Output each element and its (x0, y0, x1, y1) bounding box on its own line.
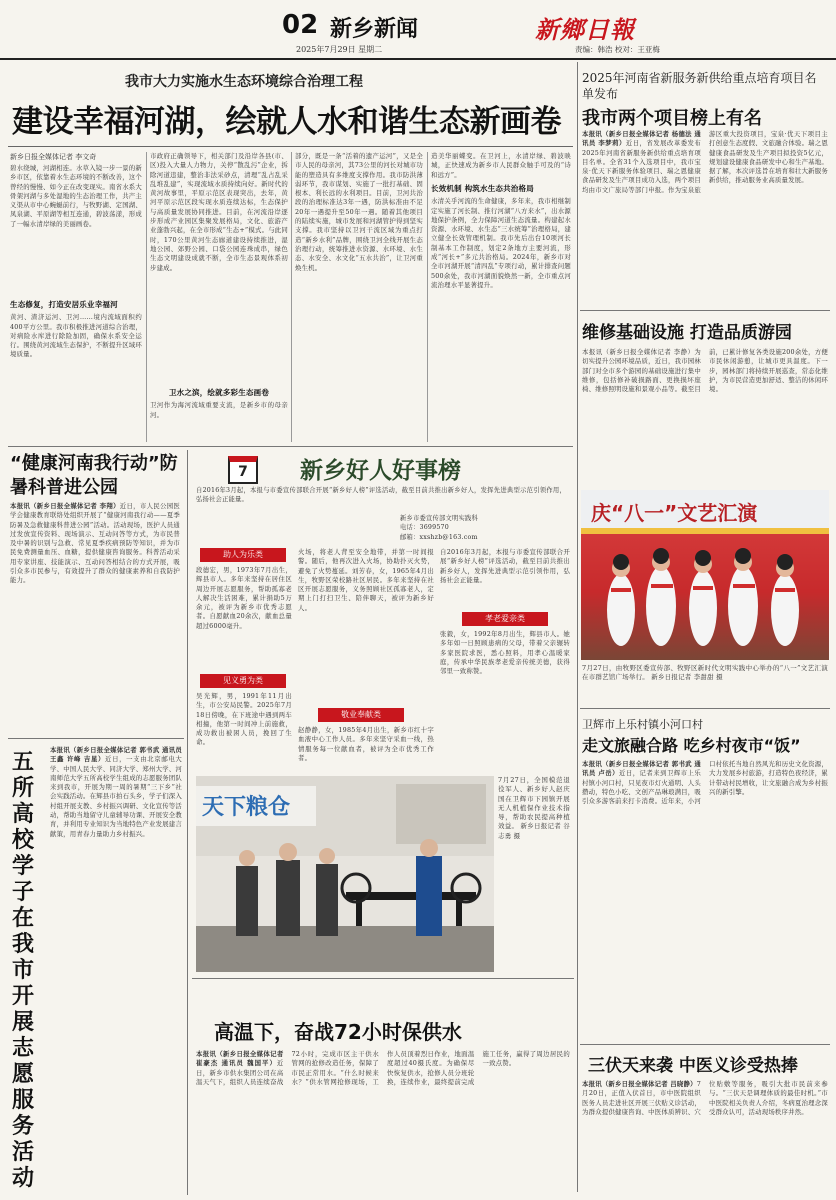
lead-col2-subhead: 卫水之滨，绘就多彩生态画卷 (168, 388, 270, 397)
school-headline: 五所高校学子在我市开展志愿服务活动 (12, 750, 35, 1191)
volunteer-text: 近日，市人民公园医学会健康教育联络处组织开展了“健康河南我行动——夏季防暑及急救健康科普进公园”活动。活动现场，医护人员通过发放宣传资料、现场演示、互动问答等方式，为市民普及中暑的识别与急救、常见夏季疾病预防等知识，并为市民免费测量血压、血糖，提供健康咨询服务。科普活动采用专家讲座、技能演示、互动问答相结合的方式开展，吸引众多市民参与，有效提升了群众的健康素养和自我防护能力。 (10, 502, 180, 585)
brave-text: 吴光辉，男，1991年11月出生，市公安局民警。2025年7月18日傍晚，在下班途中遇到两车相撞，他第一时间冲上前施救，成功救出被困人员，挽回了生命。 (196, 692, 292, 747)
lead-col2b-text: 卫河作为海河流域重要支流，是新乡市的母亲河。 (150, 401, 288, 419)
volunteer-body (10, 502, 180, 734)
haoren-headline: 新乡好人好事榜 (300, 458, 461, 484)
infra-headline: 维修基础设施 打造品质游园 (582, 323, 792, 343)
header-divider (0, 58, 836, 60)
right-column-rule (577, 62, 578, 1192)
lead-bottom-rule (8, 446, 573, 447)
lead-divider (8, 146, 573, 147)
haoren-calendar-icon: 7 (228, 456, 258, 484)
lead-column-4 (431, 152, 571, 442)
col-rule (291, 152, 292, 442)
drone-photo (196, 776, 494, 972)
lead-col4-subhead: 长效机制 构筑水生态共治格局 (431, 184, 534, 193)
svg-text:天下粮仓: 天下粮仓 (202, 795, 291, 820)
section-title-helping: 助人为乐类 (200, 548, 286, 562)
infra-body: 本报讯（新乡日报全媒体记者 李静）为切实提升公园环境品质，近日，我市园林部门对全市多个游园的基础设施进行集中维修，包括修补破损路面、更换损坏座椅、维修照明设施和景观小品等。截至目前，已累计修复各类设施200余处，方便市民休闲游憩，让城市更具温度。下一步，园林部门将持续开展巡查，常态化维护，为市民营造更加舒适、整洁的休闲环境。 (582, 348, 828, 394)
tcm-body (582, 1080, 828, 1194)
page-number: 02 (282, 10, 319, 40)
heat-byline: 本报讯（新乡日报全媒体记者 崔豪杰 通讯员 魏国平） (196, 1050, 284, 1068)
lead-kicker: 我市大力实施水生态环境综合治理工程 (125, 74, 363, 90)
drone-illustration (196, 776, 494, 972)
tcm-headline: 三伏天来袭 中医义诊受热捧 (588, 1056, 798, 1076)
nightmarket-body (582, 760, 828, 1040)
performance-caption: 7月27日，由牧野区委宣传部、牧野区新时代文明实践中心举办的“八一”文艺汇演在市群艺馆广场举行。 新乡日报记者 李甜甜 摄 (582, 664, 828, 682)
tcm-byline: 本报讯（新乡日报全媒体记者 吕晓静） (582, 1080, 697, 1088)
heat-body (196, 1050, 570, 1194)
lead-col4-text: 造美华丽蝶变。在卫河上，水清岸绿、碧波映城，正快速成为新乡市人民群众触手可及的“诗和远方”。 (431, 152, 571, 179)
col-rule (427, 152, 428, 442)
lead-column-3: 部分，既是一条“活着的遗产运河”，又是全市人民的母亲河，其73公里的河长对城市功能的塑造具有多维度支撑作用。我市防洪薄弱环节，我市谋划、实施了一批打基础、固根本、利长远的水利项目。目前，卫河共治段的治理标准达3年一遇，防洪标准由不足20年一遇提升至50年一遇。随着其他项目的陆续实施，城市发展和河湖管护得到坚实支撑。我市坚持以卫河干流区域为重点打造“新乡水利”品牌，围绕卫河全线开展生态治理行动，统筹推进水资源、水环境、水生态、水安全、水文化“五水共治”，让卫河重焕生机。 (295, 152, 423, 272)
lead-byline: 新乡日报全媒体记者 李文奇 (10, 153, 97, 161)
nightmarket-byline: 本报讯（新乡日报全媒体记者 郭书武 通讯员 卢岳） (582, 760, 701, 778)
right-top-byline: 本报讯（新乡日报全媒体记者 杨德法 通讯员 李梦莉） (582, 130, 701, 148)
school-byline: 本报讯（新乡日报全媒体记者 郭书武 通讯员 王鑫 许峰 吉星） (50, 746, 182, 764)
contact-phone: 电话：3699570 (400, 524, 449, 532)
volunteer-byline: 本报讯（新乡日报全媒体记者 李翔） (10, 502, 120, 510)
haoren-intro: 自2016年3月起，本报与市委宣传部联合开展“新乡好人榜”评选活动，截至目前共推出新乡好人，发挥先进典型示范引领作用，弘扬社会正能量。 (196, 487, 566, 504)
editor-credits: 责编：韩浩 校对：王亚梅 (575, 45, 660, 54)
lead-column-1 (10, 164, 142, 444)
haoren-contact (400, 514, 566, 542)
haoren-middle-column: 火场，将老人背至安全地带，并第一时间报警。随后，他再次进入火场，协助扑灭火势，避免了火势蔓延。刘芳春，女，1965年4月出生，牧野区荣校路社区居民。多年来坚持在社区开展志愿服务，义务照顾社区孤寡老人，定期上门打扫卫生、陪伴聊天，被评为新乡好人。 (298, 548, 434, 612)
contact-label: 新乡市委宣传部文明实践科 (400, 515, 478, 522)
dedication-text: 赵静静，女，1985年4月出生，新乡市红十字血液中心工作人员。多年来坚守采血一线，热情服务每一位献血者，被评为全市优秀工作者。 (298, 726, 434, 762)
newspaper-logo: 新鄉日報 (535, 15, 635, 44)
right-divider (580, 1044, 830, 1045)
lead-col1b-text: 黄河、渣济运河、卫河……境内流域面积约400平方公里。我市积极推进河道综合治理，对病险水库进行除险加固，确保水系安全运行。围绕黄河流域生态保护，不断提升区域环境质量。 (10, 313, 142, 359)
school-body (50, 746, 182, 1194)
haoren-right-column: 自2016年3月起，本报与市委宣传部联合开展“新乡好人榜”评选活动，截至目前共推出新乡好人，发挥先进典型示范引领作用，弘扬社会正能量。 (440, 548, 570, 584)
tcm-text: 7月20日，正值入伏首日，市中医院组织医务人员走进社区开展三伏贴义诊活动，为群众提供健康咨询、中医体质辨识、穴位贴敷等服务，吸引大批市民前来参与。“三伏天是调理体质的最佳时机。”市中医院相关负责人介绍，冬病夏治理念深受群众认可，活动现场秩序井然。 (582, 1080, 828, 1116)
helping-text: 段德宏，男，1973年7月出生，辉县市人。多年来坚持在居住区周边开展志愿服务，帮助孤寡老人解决生活困难，累计捐助5万余元，被评为新乡市优秀志愿者。自愿献血20余次，献血总量超过6000毫升。 (196, 566, 292, 630)
section-title-dedication: 敬业奉献类 (318, 708, 404, 722)
lead-col1-text: 碧水绕城，河湖相连。水草入镜一步一景的新乡市区，依靠着水生态环境的不断改善，这个曾经的慢慢、如今正在改变现实。南省水系大骨架河湖与多处湿地的生态治理工作，共产主义渠从市中心蜿蜒前行，与牧野湖、定国湖、凤泉湖、平原湖等相互连通，碧波荡漾，形成了一幅水清岸绿的美丽画卷。 (10, 164, 142, 228)
right-top-body (582, 130, 828, 306)
volunteer-headline: “健康河南我行动”防暑科普进公园 (10, 453, 178, 498)
contact-email: 邮箱：xxshzb@163.com (400, 533, 478, 541)
left-column-rule (187, 450, 188, 1195)
nightmarket-text: 近日，记者来到卫辉市上乐村镇小河口村，只见夜市灯火通明、人头攒动，特色小吃、文创产品琳琅满目，吸引众多游客前来打卡消费。近年来，小河口村依托当地自然风光和历史文化资源，大力发展乡村旅游，打造特色夜经济，累计带动村民增收，让文旅融合成为乡村振兴的新引擎。 (582, 760, 828, 806)
right-divider (580, 708, 830, 709)
section-title-filial: 孝老爱亲类 (462, 612, 548, 626)
nightmarket-kicker: 卫辉市上乐村镇小河口村 (582, 718, 703, 731)
right-divider (580, 310, 830, 311)
section-title: 新乡新闻 (330, 17, 419, 42)
issue-date: 2025年7月29日 星期二 (296, 45, 383, 54)
right-top-text: 近日，省发展改革委发布2025年河南省新服务新供给重点培育项目名单。全省31个入选项目中，我市宝泉·优天下新服务体验项目、瑞之恩健康食品研发及生产项目成功入选，两个项目均由市文广旅局等部门申报。作为宝泉旅游区重大投资项目，宝泉·优天下项目主打创意生态度假、文旅融合体验。瑞之恩健康食品研发及生产项目拟投资5亿元，规划建设健康食品研发中心和生产基地。据了解，本次评选旨在培育和壮大新服务新供给，推动服务业高质量发展。 (582, 130, 828, 194)
left-divider (8, 738, 184, 739)
school-text: 近日，一支由北京邮电大学、中国人民大学、同济大学、郑州大学、河南师范大学五所高校学生组成的志愿服务团队来到我市，开展为期一周的暑期“三下乡”社会实践活动。在辉县市拍石头乡，学子们深入村组开展支教、乡村振兴调研、文化宣传等活动，帮助当地留守儿童辅导功课、开展安全教育，并利用专业知识为当地特色产业发展建言献策，用青春力量助力乡村振兴。 (50, 755, 182, 838)
drone-caption: 7月27日，全国模范退役军人、新乡好人赵庆国在卫辉市下园镇开展无人机植保作业技术指导，帮助农民提高种植效益。 新乡日报记者 谷志勇 摄 (498, 776, 570, 840)
heat-text: 近日，新乡市供水集团公司在高温天气下，组织人员连续奋战72小时，完成市区主干供水管网的抢修改造任务，保障了市民正常用水。“什么时候来水？”供水管网抢修现场，工作人员顶着烈日作业，地面温度超过40摄氏度。为确保尽快恢复供水，抢修人员分班轮换，连续作业，最终提前完成施工任务，赢得了周边居民的一致点赞。 (196, 1050, 570, 1086)
svg-text:庆“八一”文艺汇演: 庆“八一”文艺汇演 (591, 501, 758, 525)
right-top-kicker: 2025年河南省新服务新供给重点培育项目名单发布 (582, 71, 817, 101)
center-divider (192, 978, 574, 979)
lead-col1-subhead: 生态修复，打造安居乐业幸福河 (10, 300, 118, 309)
filial-text: 张毅，女，1992年8月出生，辉县市人。她多年如一日照顾患病的父母，带着父亲辗转多家医院求医，悉心照料，用孝心温暖家庭，传承中华民族孝老爱亲传统美德，获得邻里一致称赞。 (440, 630, 570, 676)
performance-illustration (581, 490, 829, 660)
section-title-brave: 见义勇为类 (200, 674, 286, 688)
heat-headline: 高温下，奋战72小时保供水 (214, 1020, 462, 1044)
lead-col2-text: 市政府正确领导下，相关部门及沿岸各县(市、区)投入大量人力物力，关停“散乱污”企业，拆除河道违建，整治非法采砂点，清理“乱占乱采乱堆乱建”，实现流域水质持续向好。新时代的黄河故事里，平原示范区表现突出，去年，黄河平原示范区段实现水质连续达标，生态保护与高质量发展协同推进。目前，在河流沿岸逐步形成产业园区集聚发展格局，文化、旅游产业蓬勃兴起，在全市形成“生态+”模式。与此同时，170公里黄河生态廊道建设持续推进，湿地公园、郊野公园、口袋公园连珠成串，绿色生态文明建设成就不断，全市生态景观体系初步建成。 (150, 152, 288, 272)
nightmarket-headline: 走文旅融合路 吃乡村夜市“饭” (582, 736, 801, 755)
lead-headline: 建设幸福河湖，绘就人水和谐生态新画卷 (12, 104, 561, 140)
col-rule (146, 152, 147, 442)
right-top-headline: 我市两个项目榜上有名 (582, 108, 762, 129)
lead-col4b-text: 水清关乎河流的生命健康，多年来，我市相继制定实施了河长制、推行河湖“八方来水”，出水源地保护条例，全力保障河道生态流量。构建起水资源、水环境、水生态“三水统筹”治理格局，建立健全长效管理机制。我市先后出台10项河长制基本工作制度，划定2条地方主要河流，形成“河长+”多元共治格局。2024年，新乡市对全市河湖开展“清四乱”专项行动，累计排查问题500余处，我市河湖面貌焕然一新，全市重点河流治理水平显著提升。 (431, 197, 571, 289)
lead-column-2 (150, 152, 288, 442)
performance-photo (581, 490, 829, 660)
